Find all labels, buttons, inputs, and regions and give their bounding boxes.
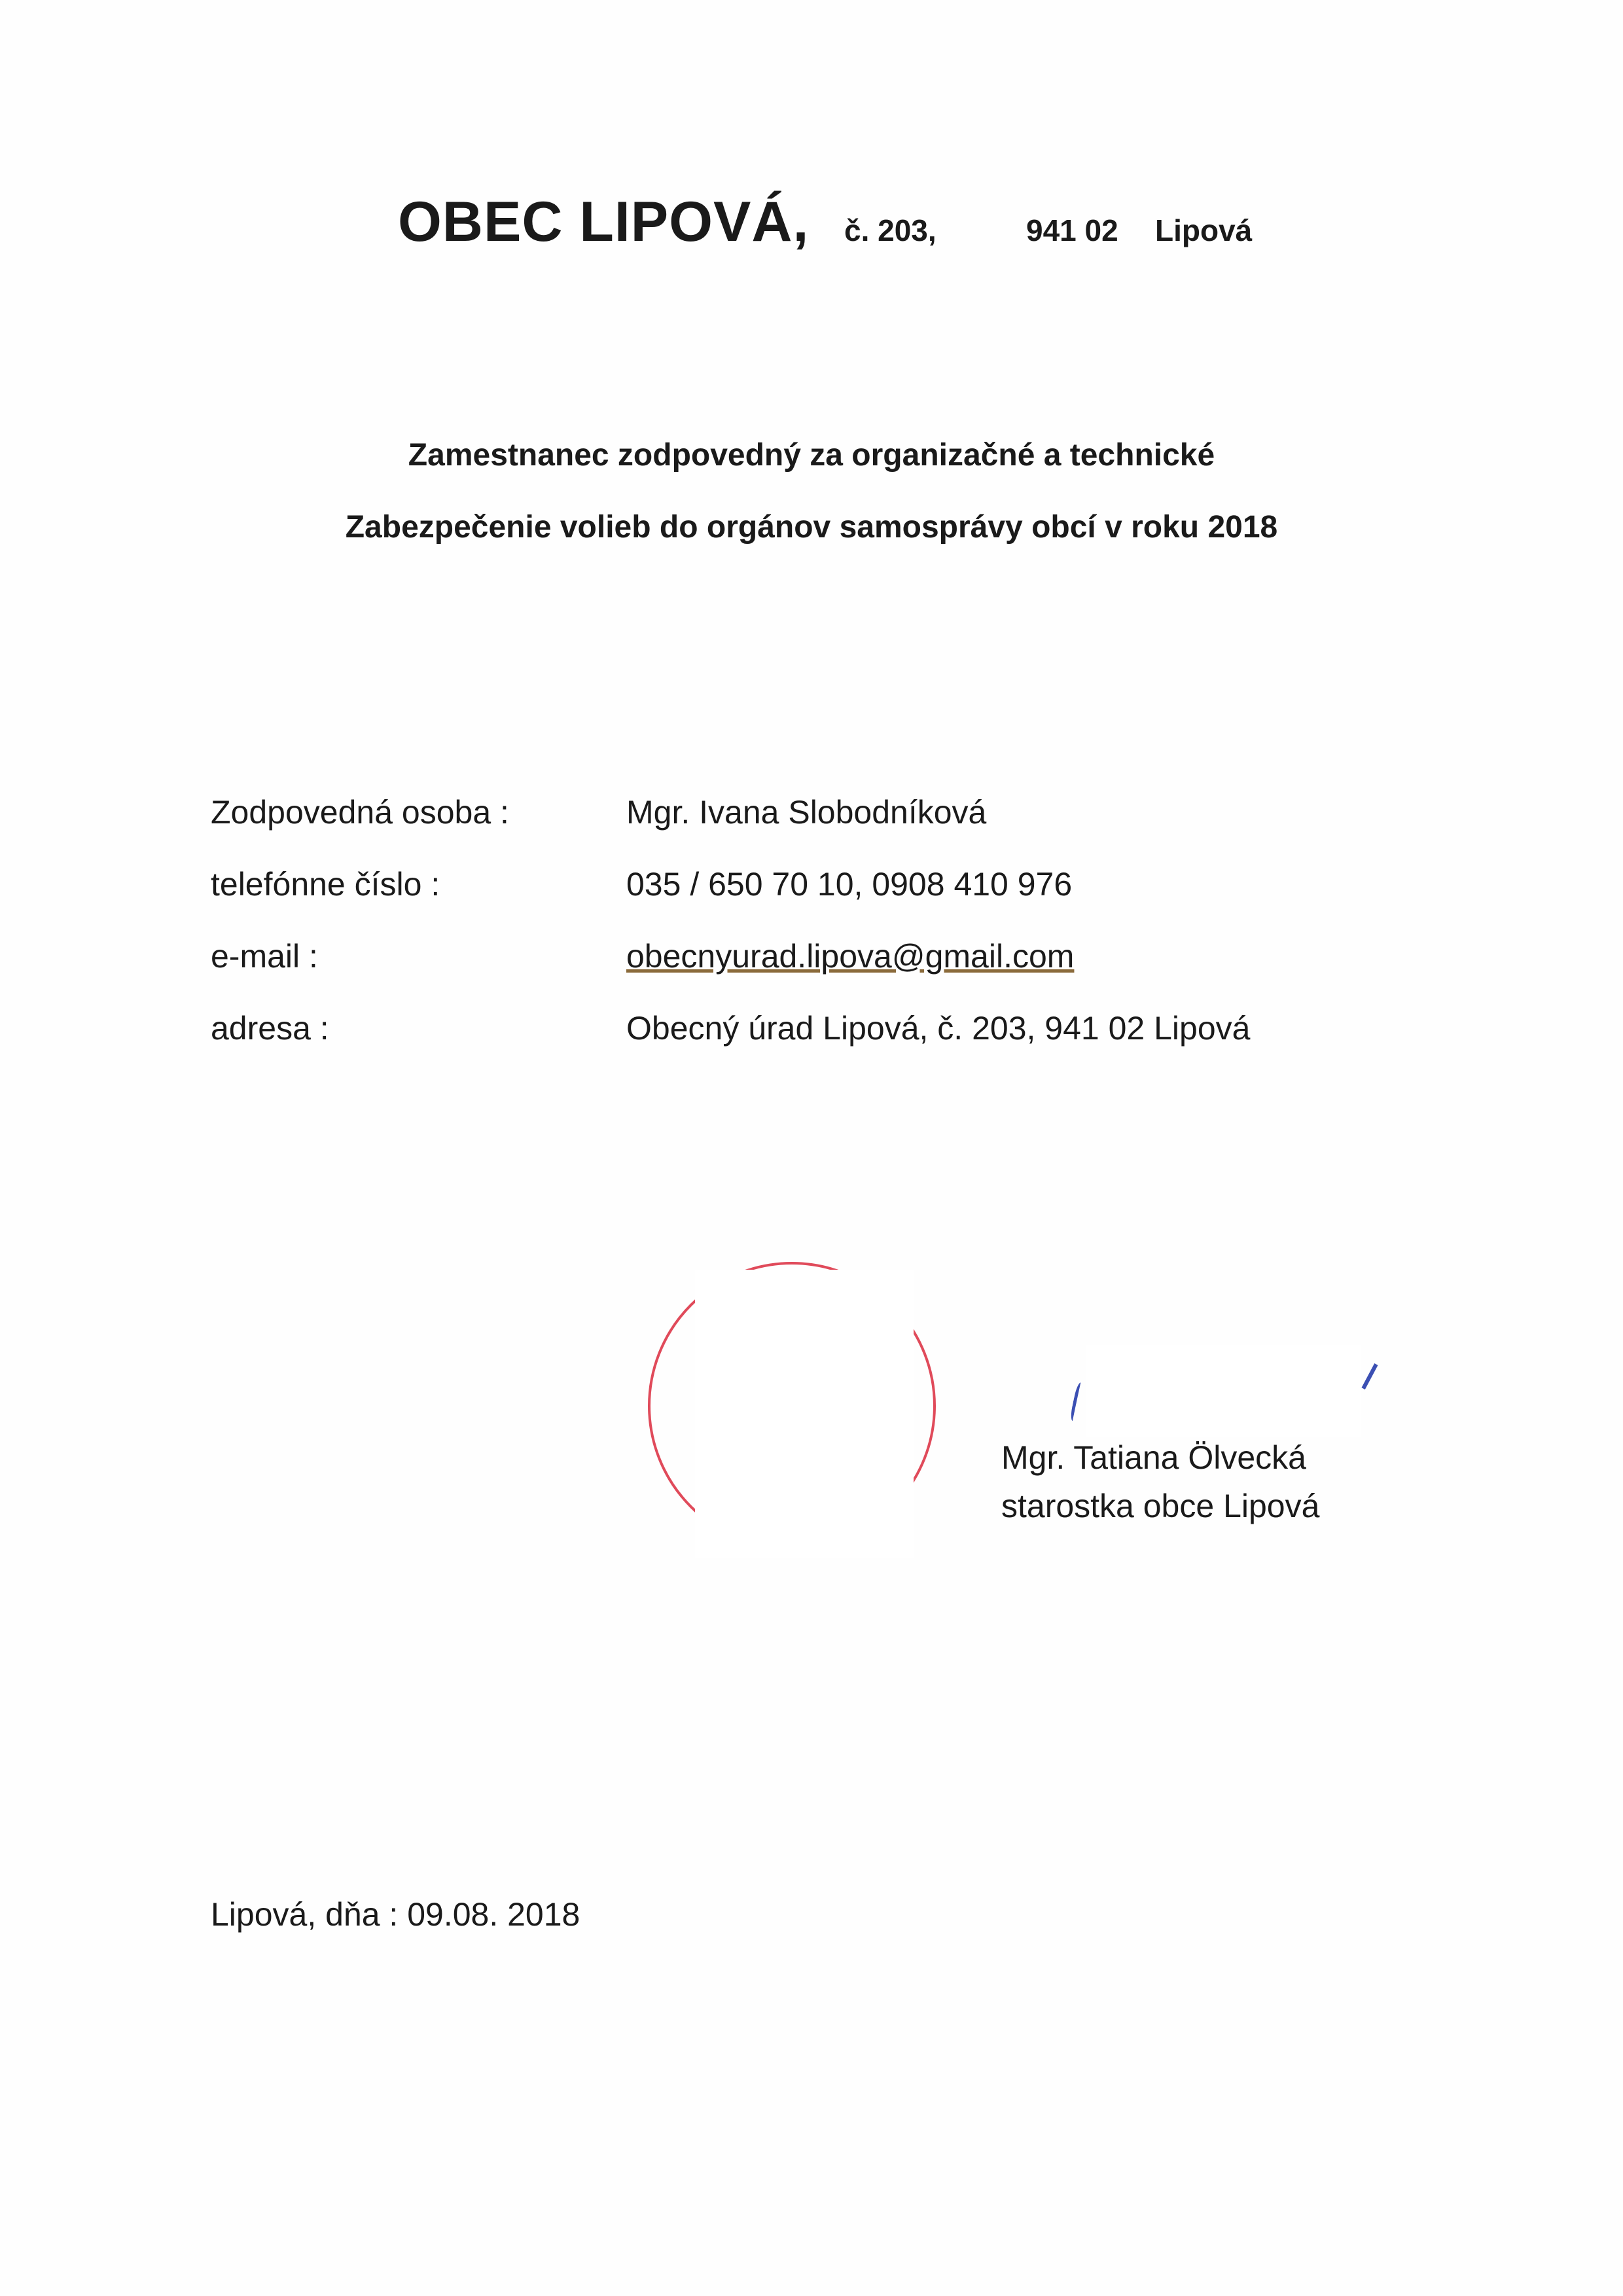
responsible-person-value: Mgr. Ivana Slobodníková (626, 794, 987, 831)
place-and-date: Lipová, dňa : 09.08. 2018 (211, 1896, 580, 1933)
org-name: OBEC LIPOVÁ, (398, 190, 810, 253)
signatory-role: starostka obce Lipová (1001, 1488, 1320, 1524)
document-heading-line-1: Zamestnanec zodpovedný za organizačné a technické (408, 438, 1215, 473)
signature-redaction (1086, 1345, 1361, 1437)
signatory-name: Mgr. Tatiana Ölvecká (1001, 1439, 1306, 1476)
document-heading-line-2: Zabezpečenie volieb do orgánov samosprávy obcí v roku 2018 (345, 510, 1278, 545)
org-street: č. 203, (844, 213, 936, 247)
address-label: adresa : (211, 1010, 329, 1047)
signature-stroke-end (1361, 1363, 1378, 1390)
address-value: Obecný úrad Lipová, č. 203, 941 02 Lipová (626, 1010, 1251, 1047)
responsible-person-label: Zodpovedná osoba : (211, 794, 509, 831)
email-label: e-mail : (211, 938, 318, 975)
phone-label: telefónne číslo : (211, 866, 440, 903)
org-zip: 941 02 (1026, 213, 1118, 247)
phone-value: 035 / 650 70 10, 0908 410 976 (626, 866, 1073, 903)
signature-stroke (1069, 1382, 1086, 1422)
org-city: Lipová (1155, 213, 1253, 247)
email-link[interactable]: obecnyurad.lipova@gmail.com (626, 938, 1075, 975)
stamp-redaction (695, 1270, 914, 1558)
